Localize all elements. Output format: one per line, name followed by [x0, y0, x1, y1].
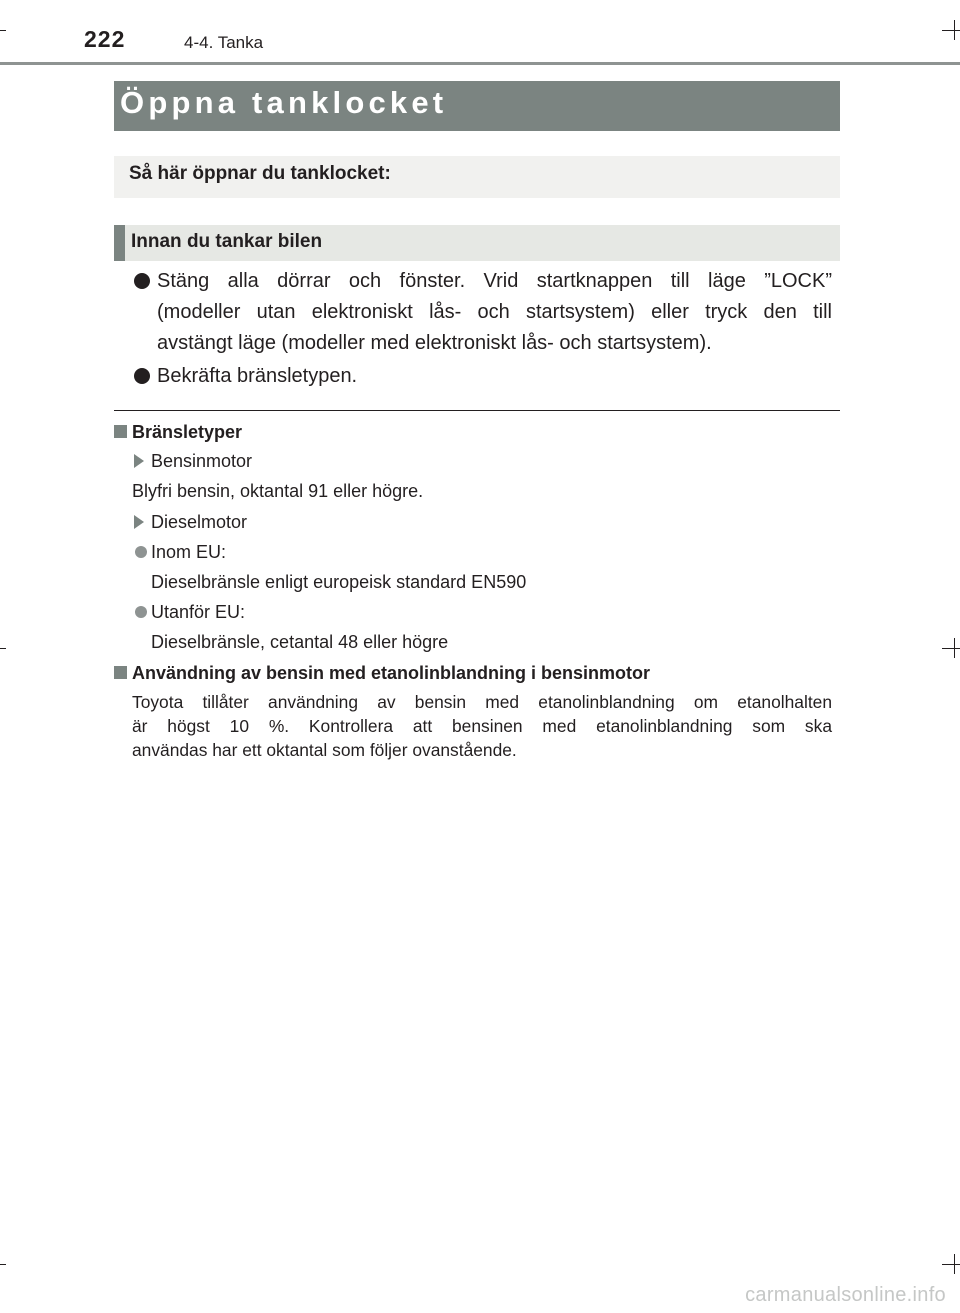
- bullet-close-windows: [157, 266, 832, 359]
- bullet-dot-icon: [134, 368, 150, 384]
- dot-bullet-icon: [135, 606, 147, 618]
- header-divider: [0, 62, 960, 65]
- crop-mark: [0, 648, 6, 649]
- bullet-dot-icon: [134, 273, 150, 289]
- triangle-bullet-icon: [134, 454, 144, 468]
- bullet-line: avstängt läge (modeller med elektroniskt lås- och startsystem).: [157, 332, 712, 354]
- crop-mark: [942, 1264, 960, 1265]
- section-divider: [114, 410, 840, 411]
- dot-bullet-icon: [135, 546, 147, 558]
- crop-mark: [0, 1264, 6, 1265]
- fuel-types-heading: Bränsletyper: [132, 422, 243, 442]
- paragraph-line: är högst 10 %. Kontrollera att bensinen med etanolinblandning som ska: [132, 716, 832, 736]
- page-number: 222: [84, 26, 126, 52]
- eu-label: Inom EU:: [151, 542, 227, 562]
- bullet-line: (modeller utan elektroniskt lås- och startsystem) eller tryck den till: [157, 301, 832, 323]
- non-eu-diesel-text: Dieselbränsle, cetantal 48 eller högre: [151, 632, 449, 652]
- eu-diesel-text: Dieselbränsle enligt europeisk standard EN590: [151, 572, 527, 592]
- petrol-engine-label: Bensinmotor: [151, 451, 253, 471]
- square-bullet-icon: [114, 425, 127, 438]
- ethanol-paragraph: [132, 690, 832, 762]
- crop-mark: [954, 638, 955, 658]
- ethanol-heading: Användning av bensin med etanolinblandning i bensinmotor: [132, 663, 651, 683]
- paragraph-line: användas har ett oktantal som följer ovanstående.: [132, 740, 517, 760]
- subheading-title: Innan du tankar bilen: [131, 231, 323, 252]
- crop-mark: [942, 648, 960, 649]
- paragraph-line: Toyota tillåter användning av bensin med etanolinblandning om etanolhalten: [132, 692, 832, 712]
- howto-heading: Så här öppnar du tanklocket:: [129, 163, 391, 184]
- diesel-engine-label: Dieselmotor: [151, 512, 248, 532]
- bullet-confirm-fuel: Bekräfta bränsletypen.: [157, 365, 358, 387]
- crop-mark: [954, 20, 955, 40]
- triangle-bullet-icon: [134, 515, 144, 529]
- petrol-fuel-text: Blyfri bensin, oktantal 91 eller högre.: [132, 481, 424, 501]
- crop-mark: [942, 30, 960, 31]
- page-title: Öppna tanklocket: [120, 85, 448, 120]
- subheading-accent: [114, 225, 125, 261]
- watermark-text: carmanualsonline.info: [745, 1284, 946, 1306]
- section-reference: 4-4. Tanka: [184, 33, 264, 52]
- crop-mark: [954, 1254, 955, 1274]
- crop-mark: [0, 30, 6, 31]
- non-eu-label: Utanför EU:: [151, 602, 246, 622]
- square-bullet-icon: [114, 666, 127, 679]
- bullet-line: Stäng alla dörrar och fönster. Vrid startknappen till läge ”LOCK”: [157, 270, 832, 292]
